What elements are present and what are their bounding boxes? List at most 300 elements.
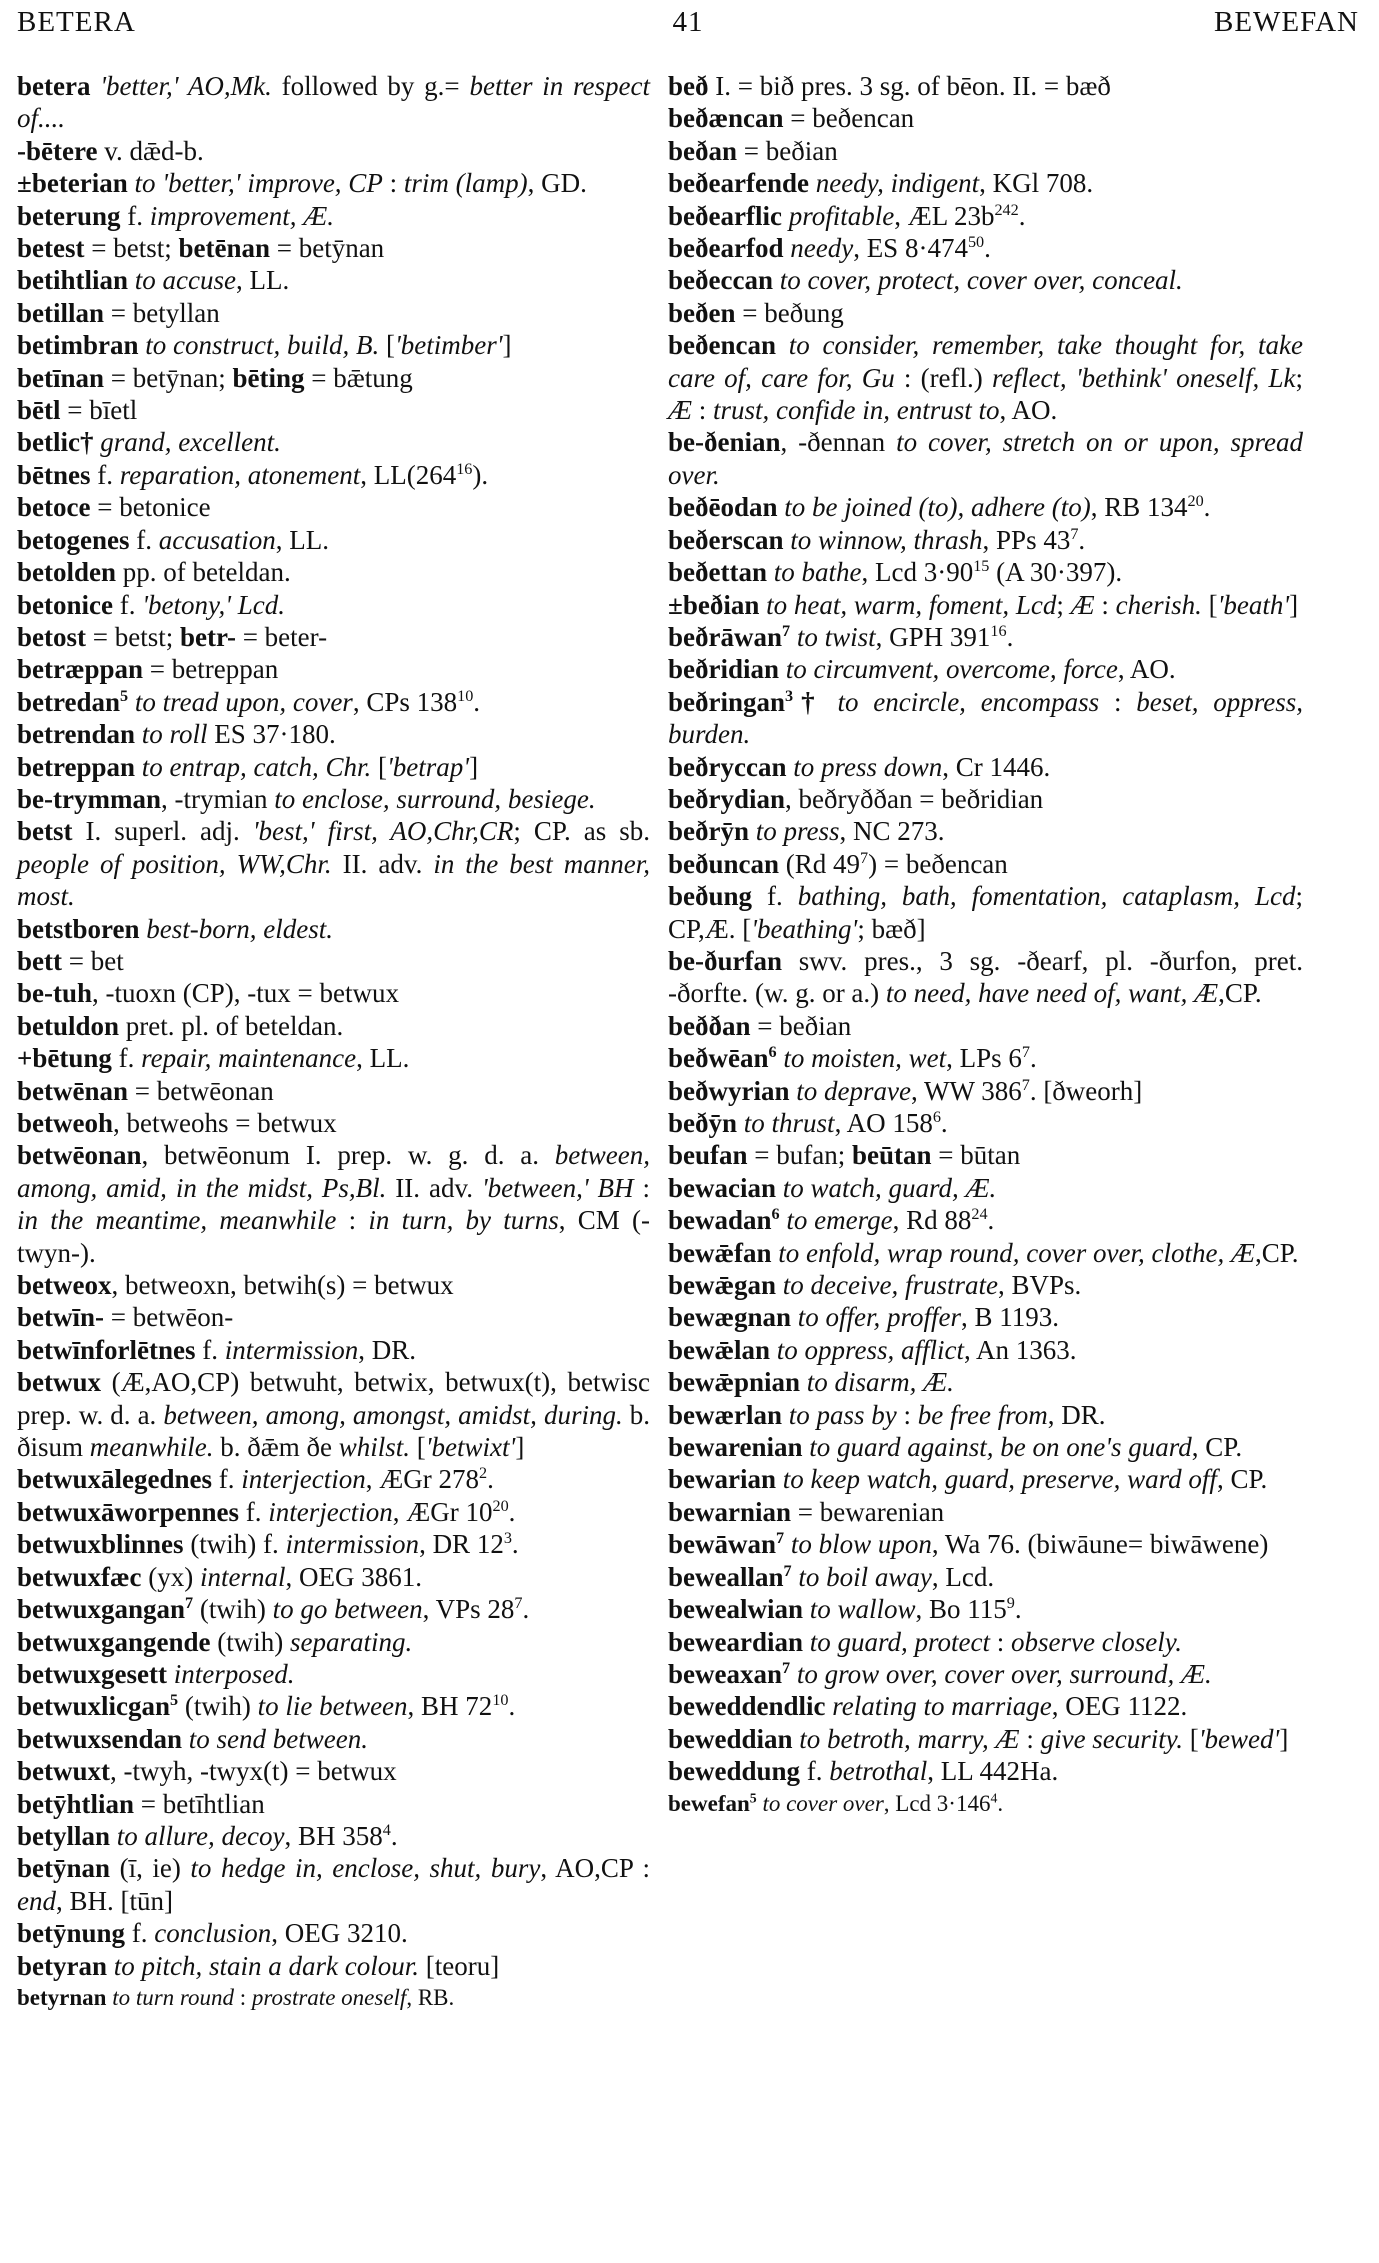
headword <box>17 687 128 717</box>
entry-text: betræppan <box>17 654 144 685</box>
dictionary-entry <box>668 70 1303 102</box>
headword <box>17 816 73 846</box>
entry-text <box>791 1302 798 1332</box>
headword <box>17 1918 125 1948</box>
definition-text: to go between <box>272 1594 423 1625</box>
headword <box>668 1140 748 1170</box>
entry-text: bewǣlan <box>668 1334 771 1365</box>
dictionary-entry <box>668 880 1303 945</box>
entry-text: , LL. <box>275 524 329 555</box>
definition-text: prostrate oneself <box>251 1984 407 2010</box>
dictionary-entry <box>668 848 1303 880</box>
superscript: 20 <box>492 1496 509 1515</box>
superscript: 16 <box>456 459 473 478</box>
dictionary-entry <box>668 232 1303 264</box>
entry-text: = beðian <box>750 1010 852 1041</box>
headword <box>668 752 786 782</box>
entry-text: (Æ,AO,CP) betwuht, betwix, betwux(t), betwisc prep. w. d. a. <box>17 1367 650 1430</box>
headword <box>668 1562 792 1592</box>
entry-text: [ <box>1201 589 1218 620</box>
entry-text: f. <box>120 200 150 231</box>
dictionary-entry <box>17 913 650 945</box>
entry-text: f. <box>90 459 120 490</box>
dictionary-entry <box>668 102 1303 134</box>
entry-text <box>776 1464 783 1494</box>
definition-text: needy, indigent <box>815 168 980 199</box>
entry-text: beðwēan <box>668 1043 769 1074</box>
entry-text: , betweohs = betwux <box>113 1108 337 1138</box>
superscript: 7 <box>185 1594 194 1613</box>
entry-text: , GPH 391 <box>875 621 991 652</box>
dictionary-entry <box>17 232 650 264</box>
headword <box>17 978 92 1008</box>
dictionary-entry <box>668 653 1303 685</box>
headword <box>17 363 104 393</box>
entry-text: beð <box>668 71 709 101</box>
superscript: 7 <box>1021 1043 1030 1062</box>
left-column <box>17 70 650 2014</box>
definition-text: to turn round <box>112 1984 235 2010</box>
headword <box>17 654 143 684</box>
entry-text: , DR 12 <box>419 1529 504 1560</box>
headword <box>17 168 128 198</box>
entry-text: betreppan <box>17 751 136 782</box>
entry-text: ; CP. as sb. <box>513 816 650 847</box>
superscript: 50 <box>967 233 985 252</box>
entry-text: be-ðenian <box>668 427 781 458</box>
entry-text: be-trymman <box>17 783 161 814</box>
entry-text: = betyllan <box>104 297 220 328</box>
dictionary-entry <box>17 945 650 977</box>
definition-text: to guard against, be on one's guard <box>809 1432 1192 1463</box>
entry-text: = betȳnan <box>269 233 385 264</box>
entry-text: bett <box>17 945 62 976</box>
entry-text: , AO. <box>1117 654 1176 685</box>
dictionary-entry <box>668 1366 1303 1398</box>
dictionary-entry <box>17 329 650 361</box>
definition-text: to 'better,' improve, CP <box>134 168 383 199</box>
entry-text: , An 1363. <box>964 1334 1077 1365</box>
entry-text: betweoh <box>17 1108 113 1138</box>
definition-text: 'betwixt' <box>425 1432 516 1463</box>
definition-text: relating to marriage <box>832 1691 1052 1722</box>
entry-text: betȳnung <box>17 1918 126 1949</box>
headword <box>668 492 778 522</box>
dictionary-entry <box>17 1334 650 1366</box>
dictionary-entry <box>668 1334 1303 1366</box>
entry-text: beweddendlic <box>668 1691 826 1722</box>
definition-text: to enclose, surround, besiege. <box>274 783 596 814</box>
definition-text: intermission <box>285 1529 420 1560</box>
entry-text: ES 37·180. <box>207 719 336 750</box>
entry-text <box>128 265 135 295</box>
right-column <box>668 70 1303 1820</box>
dictionary-entry <box>17 1593 650 1625</box>
entry-text: beðen <box>668 297 736 328</box>
entry-text <box>779 654 786 684</box>
entry-text: , -twyh, -twyx(t) = betwux <box>110 1756 397 1787</box>
entry-text: , BH 72 <box>407 1691 493 1722</box>
entry-text: f. <box>125 1918 155 1949</box>
headword <box>17 460 91 490</box>
entry-text: beðrydian <box>668 783 786 814</box>
dictionary-entry <box>668 1399 1303 1431</box>
entry-text: , AO. <box>999 395 1058 426</box>
headword <box>17 1270 111 1300</box>
entry-text: betogenes <box>17 524 130 555</box>
superscript: 7 <box>1070 524 1079 543</box>
dictionary-entry <box>668 783 1303 815</box>
definition-text: trust, confide in, entrust to <box>713 395 1000 426</box>
headword <box>17 557 116 587</box>
dictionary-entry <box>668 751 1303 783</box>
entry-text: [ <box>1183 1723 1199 1754</box>
entry-text: , Cr 1446. <box>942 751 1051 782</box>
definition-text: in turn, by turns <box>368 1205 559 1236</box>
definition-text: better in respect of.... <box>17 71 650 134</box>
headword <box>668 590 759 620</box>
dictionary-entry <box>17 1658 650 1690</box>
headword <box>668 1791 757 1816</box>
dictionary-entry <box>17 1139 650 1269</box>
entry-text: : <box>1099 686 1137 717</box>
entry-text: = bet <box>61 945 124 976</box>
entry-text: betyllan <box>17 1820 111 1851</box>
definition-text: conclusion <box>154 1918 272 1949</box>
headword <box>17 1011 119 1041</box>
entry-text: betillan <box>17 297 105 328</box>
entry-text: be-ðurfan <box>668 945 782 976</box>
definition-text: to heat, warm, foment, Lcd <box>766 589 1057 620</box>
entry-text: beweaxan <box>668 1658 782 1689</box>
headword <box>668 557 767 587</box>
entry-text: -bētere <box>17 135 98 166</box>
entry-text: , betwēonum I. prep. w. g. d. a. <box>141 1140 555 1171</box>
entry-text: beðryccan <box>668 751 787 782</box>
headword <box>17 1789 134 1819</box>
entry-text: betoce <box>17 492 91 523</box>
headword <box>17 719 135 749</box>
entry-text: followed by g.= <box>271 71 470 101</box>
entry-text: beðringan <box>668 686 786 717</box>
entry-text: = bīetl <box>60 395 138 426</box>
entry-text: betera <box>17 71 91 101</box>
entry-text: beðencan <box>668 330 776 361</box>
dictionary-entry <box>17 815 650 912</box>
entry-text: . <box>1018 200 1026 231</box>
headword: beūtan <box>852 1140 932 1171</box>
headword <box>17 492 90 522</box>
definition-text: to consider, remember, take thought for, take care of, care for, Gu <box>668 330 1304 393</box>
entry-text: (yx) <box>141 1561 200 1592</box>
headword: bēting <box>232 362 305 393</box>
entry-text: , -tuoxn (CP), -tux = betwux <box>92 978 399 1009</box>
definition-text: reflect, 'bethink' oneself, Lk <box>991 362 1296 393</box>
superscript: 6 <box>932 1108 941 1126</box>
headword <box>668 1691 826 1721</box>
entry-text: . <box>473 686 481 717</box>
entry-text <box>770 1335 777 1365</box>
definition-text: end <box>17 1885 56 1916</box>
definition-text: to keep watch, guard, preserve, ward off <box>782 1464 1217 1495</box>
headword <box>17 784 161 814</box>
superscript: 16 <box>990 621 1007 640</box>
headword <box>668 946 782 976</box>
superscript: 10 <box>457 686 474 705</box>
headword <box>17 1691 178 1721</box>
definition-text: 'bewed' <box>1198 1723 1280 1754</box>
definition-text: 'best,' first, AO,Chr,CR <box>252 816 514 847</box>
entry-text: II. adv. <box>331 848 434 879</box>
entry-text: , NC 273. <box>839 816 945 847</box>
dictionary-entry <box>668 1788 1303 1820</box>
entry-text: v. dǣd-b. <box>97 135 204 166</box>
entry-text: beðeccan <box>668 265 773 296</box>
entry-text: : <box>692 395 714 426</box>
entry-text: ±beterian <box>17 168 128 199</box>
entry-text: , GD. <box>527 168 587 199</box>
headword <box>17 265 128 295</box>
definition-text: observe closely. <box>1011 1626 1182 1657</box>
entry-text: betwuxgangende <box>17 1626 211 1657</box>
definition-text: to deceive, frustrate <box>782 1270 998 1301</box>
superscript: 6 <box>768 1043 777 1062</box>
entry-text: , OEG 1122. <box>1051 1691 1188 1722</box>
entry-text: , AO 158 <box>834 1108 933 1138</box>
definition-text: to wallow <box>809 1594 916 1625</box>
definition-text: to pitch, stain a dark colour. <box>113 1950 419 1981</box>
entry-text: bewarnian <box>668 1496 792 1527</box>
dictionary-entry <box>668 264 1303 296</box>
dictionary-entry <box>668 329 1303 426</box>
definition-text: bathing, bath, fomentation, cataplasm, Lcd <box>797 881 1296 912</box>
definition-text: cherish. <box>1115 589 1202 620</box>
dictionary-entry <box>668 1690 1303 1722</box>
entry-text: ; CP,Æ. [ <box>668 881 1303 944</box>
entry-text: . <box>508 1691 516 1722</box>
entry-text: bewǣfan <box>668 1237 772 1268</box>
entry-text: , ÆL 23b <box>894 200 995 231</box>
headword <box>668 1464 776 1494</box>
headword <box>17 525 129 555</box>
entry-text: ±beðian <box>668 589 760 620</box>
superscript: 3 <box>503 1529 512 1548</box>
definition-text: in the best manner, most. <box>17 848 650 912</box>
entry-text: . <box>1078 524 1086 555</box>
entry-text: beðwyrian <box>668 1075 790 1106</box>
definition-text: betrothal <box>829 1756 928 1787</box>
definition-text: 'beath' <box>1217 589 1290 620</box>
dictionary-entry <box>17 135 650 167</box>
entry-text: : <box>382 168 404 199</box>
entry-text: . <box>390 1820 398 1851</box>
dictionary-entry <box>17 1852 650 1917</box>
definition-text: to guard, protect <box>809 1626 990 1657</box>
definition-text: to pass by <box>788 1399 897 1430</box>
superscript: 242 <box>994 200 1019 219</box>
entry-text: : <box>234 1984 252 2010</box>
headword <box>668 687 823 717</box>
dictionary-entry <box>17 1269 650 1301</box>
entry-text: . <box>940 1108 948 1138</box>
headword <box>17 1529 184 1559</box>
entry-text: , Rd 88 <box>892 1205 972 1236</box>
headword: betēnan <box>178 233 270 264</box>
entry-text: swv. pres., 3 sg. -ðearf, pl. -ðurfon, pret. -ðorfte. (w. g. or a.) <box>668 945 1303 1009</box>
dictionary-entry <box>668 1463 1303 1495</box>
dictionary-entry <box>668 1204 1303 1236</box>
headword <box>668 1011 751 1041</box>
superscript: 7 <box>782 1658 791 1677</box>
entry-text: (Rd 49 <box>779 848 861 879</box>
entry-text: bētnes <box>17 459 91 490</box>
entry-text: pp. of beteldan. <box>116 557 291 588</box>
headword <box>668 136 737 166</box>
entry-text <box>800 1367 807 1397</box>
entry-text: , LL(264 <box>360 459 457 490</box>
entry-text: , BVPs. <box>997 1270 1082 1301</box>
definition-text: people of position, WW,Chr. <box>17 848 332 879</box>
definition-text: to circumvent, overcome, force <box>785 654 1118 685</box>
entry-text: +bētung <box>17 1043 112 1074</box>
headword <box>17 1951 107 1981</box>
dictionary-entry <box>668 1528 1303 1560</box>
entry-text: ; <box>1295 362 1303 393</box>
dictionary-entry <box>668 1431 1303 1463</box>
entry-text: [teoru] <box>419 1950 500 1981</box>
headword: betr- <box>179 621 236 652</box>
entry-text: betwēonan <box>17 1140 142 1171</box>
headword <box>668 1529 784 1559</box>
dictionary-entry <box>668 686 1303 751</box>
entry-text: . <box>508 1496 516 1527</box>
headword <box>17 590 113 620</box>
entry-text: betredan <box>17 686 121 717</box>
entry-text <box>803 1627 810 1657</box>
entry-text: , KGl 708. <box>979 168 1094 199</box>
entry-text: f. <box>752 881 798 912</box>
entry-text: = betīhtlian <box>134 1788 265 1819</box>
entry-text: , CP. <box>1191 1432 1243 1463</box>
entry-text <box>803 1594 810 1624</box>
definition-text: to emerge <box>786 1205 893 1236</box>
definition-text: 'beathing' <box>751 913 858 944</box>
entry-text: , AO,CP : <box>540 1853 650 1884</box>
definition-text: to grow over, cover over, surround, Æ. <box>796 1658 1212 1689</box>
entry-text: beterung <box>17 200 121 231</box>
entry-text: beðȳn <box>668 1108 738 1138</box>
entry-text: . <box>1203 492 1211 523</box>
dictionary-entry <box>17 589 650 621</box>
entry-text: (ī, ie) <box>110 1853 191 1884</box>
definition-text: intermission <box>224 1334 359 1365</box>
headword <box>17 914 140 944</box>
entry-text: ; <box>1056 589 1071 620</box>
entry-text <box>135 752 142 782</box>
definition-text: to watch, guard, Æ. <box>782 1172 997 1203</box>
superscript: 7 <box>782 621 791 640</box>
entry-text <box>776 1173 783 1203</box>
dictionary-entry <box>17 362 650 394</box>
headword <box>668 1432 803 1462</box>
definition-text: to winnow, thrash <box>790 524 983 555</box>
headword <box>17 298 104 328</box>
headword <box>668 816 749 846</box>
entry-text: , ES 8·474 <box>853 233 968 264</box>
headword <box>668 330 776 360</box>
entry-text: = betst; <box>86 621 180 652</box>
entry-text <box>182 1724 189 1754</box>
header-first-word: BETERA <box>17 6 136 38</box>
dictionary-entry <box>668 1139 1303 1171</box>
dictionary-entry <box>17 556 650 588</box>
headword <box>668 1108 737 1138</box>
entry-text: bētl <box>17 395 61 426</box>
dictionary-entry <box>668 945 1303 1010</box>
definition-text: between, among, amid, in the midst, Ps,Bl. <box>17 1140 650 1203</box>
definition-text: to allure, decoy <box>116 1820 285 1851</box>
superscript: 4 <box>990 1789 998 1805</box>
headword <box>668 233 783 263</box>
headword <box>668 427 781 457</box>
headword <box>17 201 121 231</box>
dictionary-entry <box>17 264 650 296</box>
entry-text: . <box>1014 1594 1022 1625</box>
definition-text: 'between,' BH <box>481 1172 634 1203</box>
entry-text: beðan <box>668 135 738 166</box>
entry-text: . [ðweorh] <box>1029 1075 1143 1106</box>
entry-text: bewāwan <box>668 1529 777 1560</box>
superscript: 24 <box>971 1205 988 1224</box>
headword <box>668 1659 790 1689</box>
entry-text: bewefan <box>668 1790 750 1816</box>
dictionary-entry <box>668 1301 1303 1333</box>
entry-text: b. ðǣm ðe <box>213 1432 339 1463</box>
entry-text: , PPs 43 <box>982 524 1071 555</box>
definition-text: 'betrap' <box>387 751 470 782</box>
entry-text: bewærlan <box>668 1399 782 1430</box>
headword <box>17 946 62 976</box>
entry-text: f. <box>195 1334 225 1365</box>
entry-text <box>776 1270 783 1300</box>
headword <box>17 1140 142 1170</box>
dictionary-entry <box>17 1496 650 1528</box>
entry-text: = bufan; <box>747 1140 852 1171</box>
dictionary-entry <box>668 1269 1303 1301</box>
headword <box>668 1205 780 1235</box>
dictionary-entry <box>668 1561 1303 1593</box>
headword <box>668 71 709 101</box>
entry-text: = bǣtung <box>304 362 413 393</box>
definition-text: to entrap, catch, Chr. <box>141 751 372 782</box>
definition-text: to cover, protect, cover over, conceal. <box>779 265 1183 296</box>
entry-text: beðridian <box>668 654 780 685</box>
entry-text: , OEG 3210. <box>271 1918 408 1949</box>
dictionary-entry <box>668 1626 1303 1658</box>
definition-text: best-born, eldest. <box>146 913 333 944</box>
entry-text: , ÆGr 278 <box>365 1464 479 1495</box>
headword <box>17 395 61 425</box>
dictionary-entry <box>17 783 650 815</box>
entry-text: : <box>896 1399 918 1430</box>
entry-text: = beðian <box>737 135 838 166</box>
headword <box>668 1043 777 1073</box>
entry-text: beweddung <box>668 1756 801 1787</box>
entry-text: (twih) <box>178 1691 258 1722</box>
entry-text: beðearfod <box>668 233 784 264</box>
definition-text: separating. <box>290 1626 413 1657</box>
entry-text: , CPs 138 <box>352 686 458 717</box>
